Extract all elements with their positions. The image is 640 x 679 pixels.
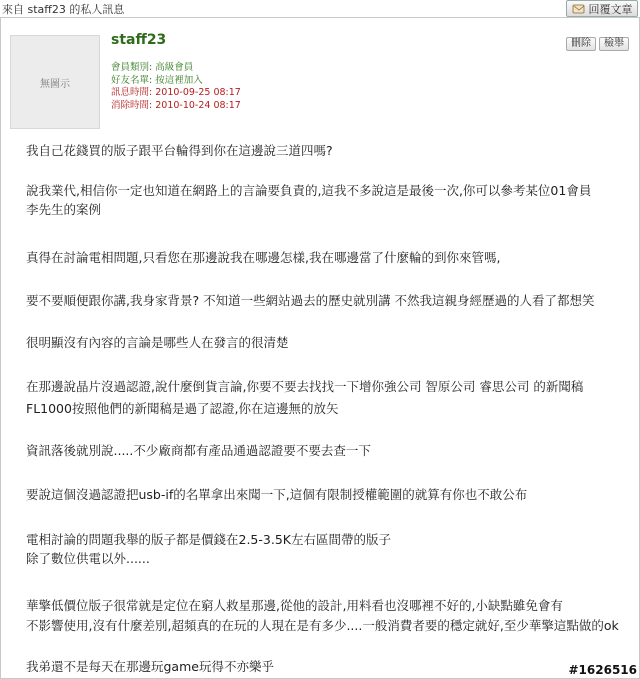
message-paragraph: 電相討論的問題我舉的版子都是價錢在2.5-3.5K左右區間帶的版子 — [26, 532, 391, 547]
message-paragraph: FL1000按照他們的新聞稿是過了認證,你在這邊無的放矢 — [26, 401, 339, 416]
message-paragraph: 我弟還不是每天在那邊玩game玩得不亦樂乎 — [26, 659, 274, 674]
message-paragraph: 我自己花錢買的版子跟平台輪得到你在這邊說三道四嗎? — [26, 143, 333, 158]
meta-value: 2010-10-24 08:17 — [155, 99, 241, 111]
top-bar — [0, 0, 640, 16]
message-paragraph: 很明顯沒有內容的言論是哪些人在發言的很清楚 — [26, 335, 289, 350]
reply-button[interactable] — [566, 0, 638, 17]
message-paragraph: 要不要順便跟你講,我身家背景? 不知道一些網站過去的歷史就別講 不然我這親身經歷過的人看了都想笑 — [26, 293, 595, 308]
meta-key: 會員類別: — [111, 62, 153, 73]
delete-button[interactable]: 刪除 — [566, 37, 596, 51]
reply-icon — [572, 3, 586, 15]
meta-friend-list — [111, 75, 241, 88]
message-paragraph: 資訊落後就別說.....不少廠商都有產品通過認證要不要去查一下 — [26, 443, 371, 458]
meta-member-type — [111, 62, 241, 75]
message-paragraph: 李先生的案例 — [26, 202, 102, 217]
message-paragraph: 要說這個沒過認證把usb-if的名單拿出來聞一下,這個有限制授權範圍的就算有你也不敢公布 — [26, 487, 528, 502]
post-id: #1626516 — [568, 663, 637, 677]
message-paragraph: 真得在討論電相問題,只看您在那邊說我在哪邊怎樣,我在哪邊當了什麼輪的到你來管嗎, — [26, 250, 501, 265]
meta-key: 好友名單: — [111, 74, 153, 86]
message-paragraph: 不影響使用,沒有什麼差別,超頻真的在玩的人現在是有多少....一般消費者要的穩定就好,至少華擎這點做的ok — [26, 618, 619, 633]
message-paragraph: 華擎低價位版子很常就是定位在窮人救星那邊,從他的設計,用料看也沒哪裡不好的,小缺點雖免會有 — [26, 598, 563, 613]
meta-key: 消除時間: — [111, 99, 153, 111]
meta-value: 2010-09-25 08:17 — [155, 87, 241, 98]
page-title: 來自 staff23 的私人訊息 — [2, 3, 125, 16]
meta-expire-time — [111, 100, 241, 113]
add-friend-link[interactable]: 按這裡加入 — [155, 74, 203, 86]
avatar — [10, 35, 100, 129]
meta-key: 訊息時間: — [111, 87, 153, 98]
report-button[interactable]: 檢舉 — [599, 37, 629, 51]
reply-button-label: 回覆文章 — [588, 2, 633, 16]
message-paragraph: 在那邊說晶片沒過認證,說什麼倒貨言論,你要不要去找找一下增你強公司 智原公司 睿思公司 的新聞稿 — [26, 379, 584, 394]
message-actions — [566, 37, 629, 51]
message-paragraph: 說我業代,相信你一定也知道在網路上的言論要負責的,這我不多說這是最後一次,你可以參考某位01會員 — [26, 183, 592, 198]
meta-message-time — [111, 87, 241, 100]
member-meta — [111, 62, 241, 112]
message-paragraph: 除了數位供電以外...... — [26, 551, 150, 566]
username-link[interactable]: staff23 — [111, 32, 167, 48]
meta-value: 高級會員 — [155, 62, 194, 73]
avatar-placeholder-text: 無圖示 — [40, 78, 70, 90]
